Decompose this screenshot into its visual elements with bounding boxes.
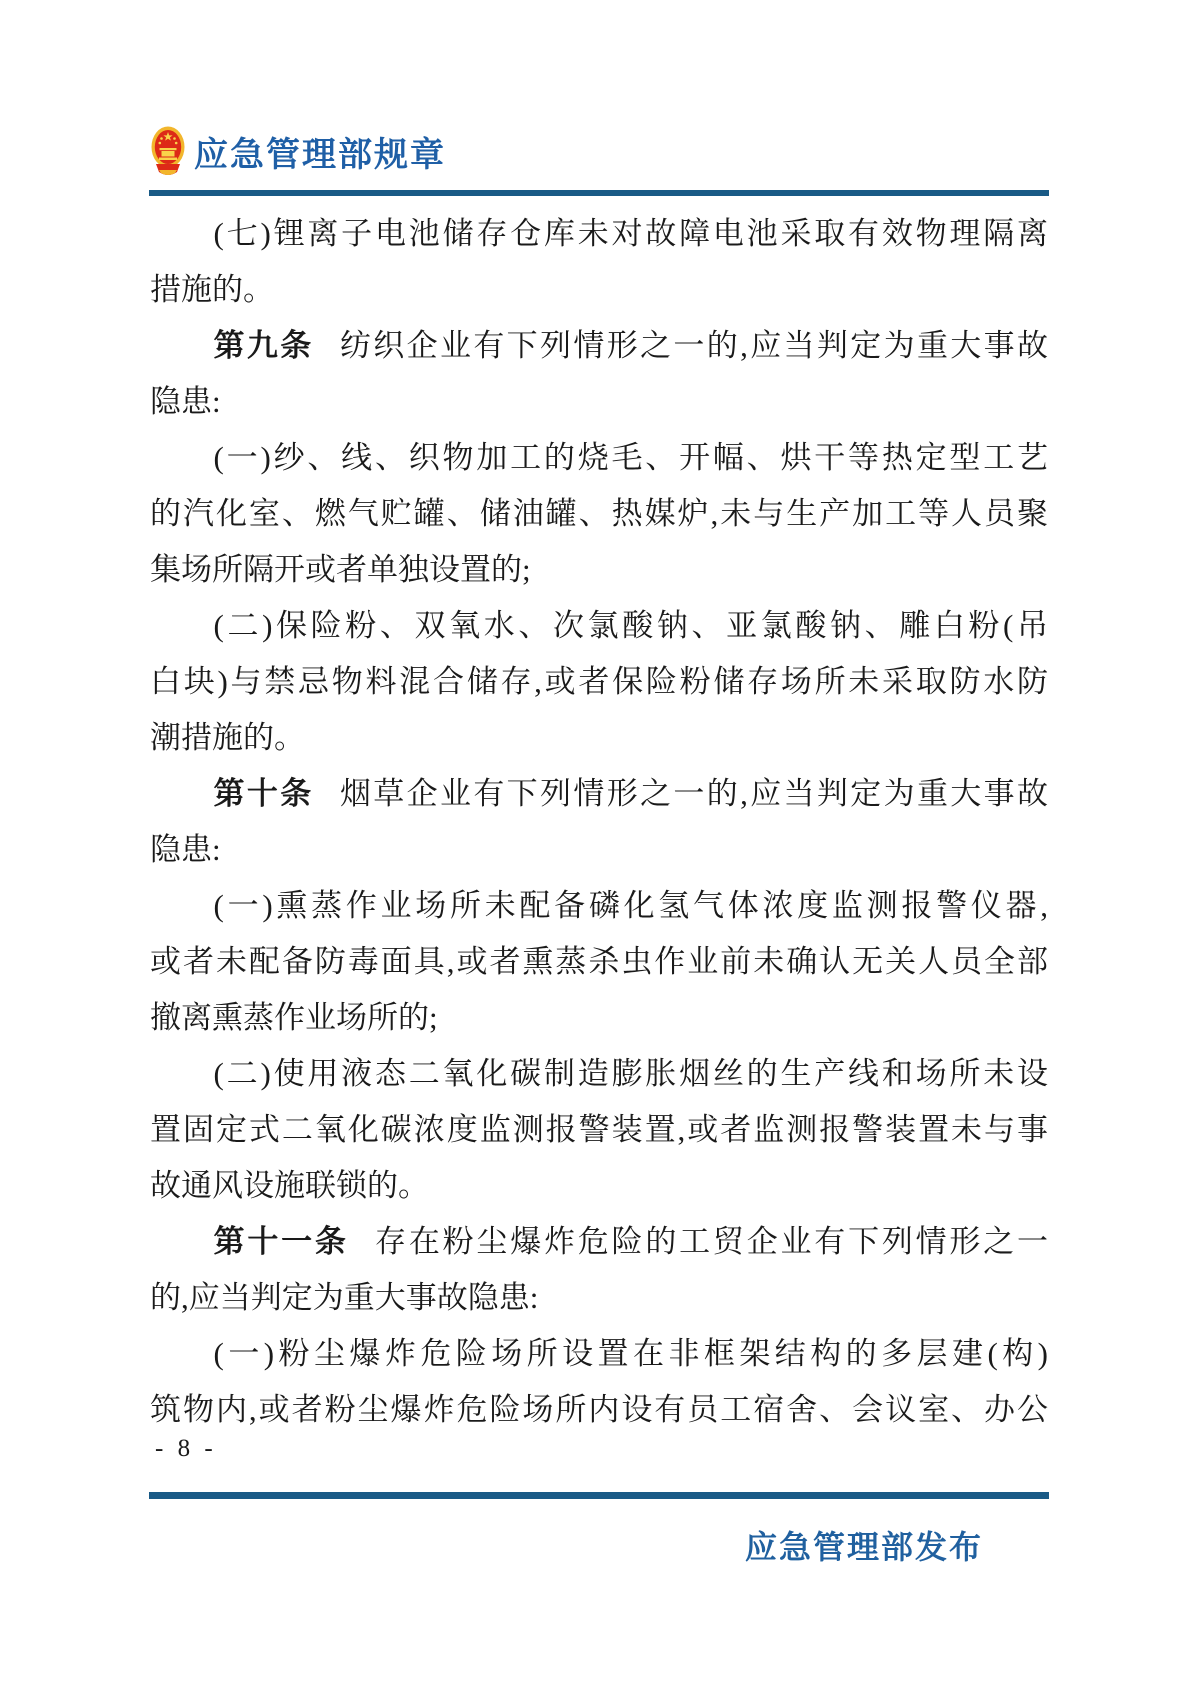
- page-title: 应急管理部规章: [194, 135, 446, 174]
- body-line: 白块)与禁忌物料混合储存,或者保险粉储存场所未采取防水防: [150, 664, 1048, 699]
- body-line: 或者未配备防毒面具,或者熏蒸杀虫作业前未确认无关人员全部: [150, 944, 1048, 979]
- body-line: 集场所隔开或者单独设置的;: [150, 552, 531, 587]
- footer-divider: [149, 1492, 1049, 1499]
- body-line: 的汽化室、燃气贮罐、储油罐、热媒炉,未与生产加工等人员聚: [150, 496, 1048, 531]
- body-line: 隐患:: [150, 832, 221, 867]
- body-line: (一)纱、线、织物加工的烧毛、开幅、烘干等热定型工艺: [213, 440, 1048, 475]
- national-emblem-icon: [151, 126, 185, 176]
- article-number: 第十条: [213, 776, 314, 811]
- header-divider: [149, 190, 1049, 196]
- body-line: (一)熏蒸作业场所未配备磷化氢气体浓度监测报警仪器,: [213, 888, 1048, 923]
- body-text: [150, 206, 1048, 1438]
- body-line: 第九条 纺织企业有下列情形之一的,应当判定为重大事故: [213, 328, 1048, 363]
- body-line: (二)使用液态二氧化碳制造膨胀烟丝的生产线和场所未设: [213, 1056, 1048, 1091]
- body-line: 故通风设施联锁的。: [150, 1168, 429, 1203]
- body-line: 隐患:: [150, 384, 221, 419]
- body-line: (一)粉尘爆炸危险场所设置在非框架结构的多层建(构): [213, 1336, 1048, 1371]
- body-line: 潮措施的。: [150, 720, 305, 755]
- page-header: [151, 126, 446, 176]
- body-line: 第十条 烟草企业有下列情形之一的,应当判定为重大事故: [213, 776, 1048, 811]
- publisher-label: 应急管理部发布: [744, 1529, 983, 1565]
- page-number: - 8 -: [155, 1435, 217, 1462]
- body-line: 的,应当判定为重大事故隐患:: [150, 1280, 539, 1315]
- body-line: 撤离熏蒸作业场所的;: [150, 1000, 438, 1035]
- article-number: 第十一条: [213, 1224, 349, 1259]
- body-line: 第十一条 存在粉尘爆炸危险的工贸企业有下列情形之一: [213, 1224, 1049, 1259]
- body-line: (二)保险粉、双氧水、次氯酸钠、亚氯酸钠、雕白粉(吊: [213, 608, 1048, 643]
- body-line: 措施的。: [150, 272, 274, 307]
- body-line: 置固定式二氧化碳浓度监测报警装置,或者监测报警装置未与事: [150, 1112, 1048, 1147]
- body-line: 筑物内,或者粉尘爆炸危险场所内设有员工宿舍、会议室、办公: [150, 1392, 1048, 1427]
- article-number: 第九条: [213, 328, 314, 363]
- body-line: (七)锂离子电池储存仓库未对故障电池采取有效物理隔离: [213, 216, 1048, 251]
